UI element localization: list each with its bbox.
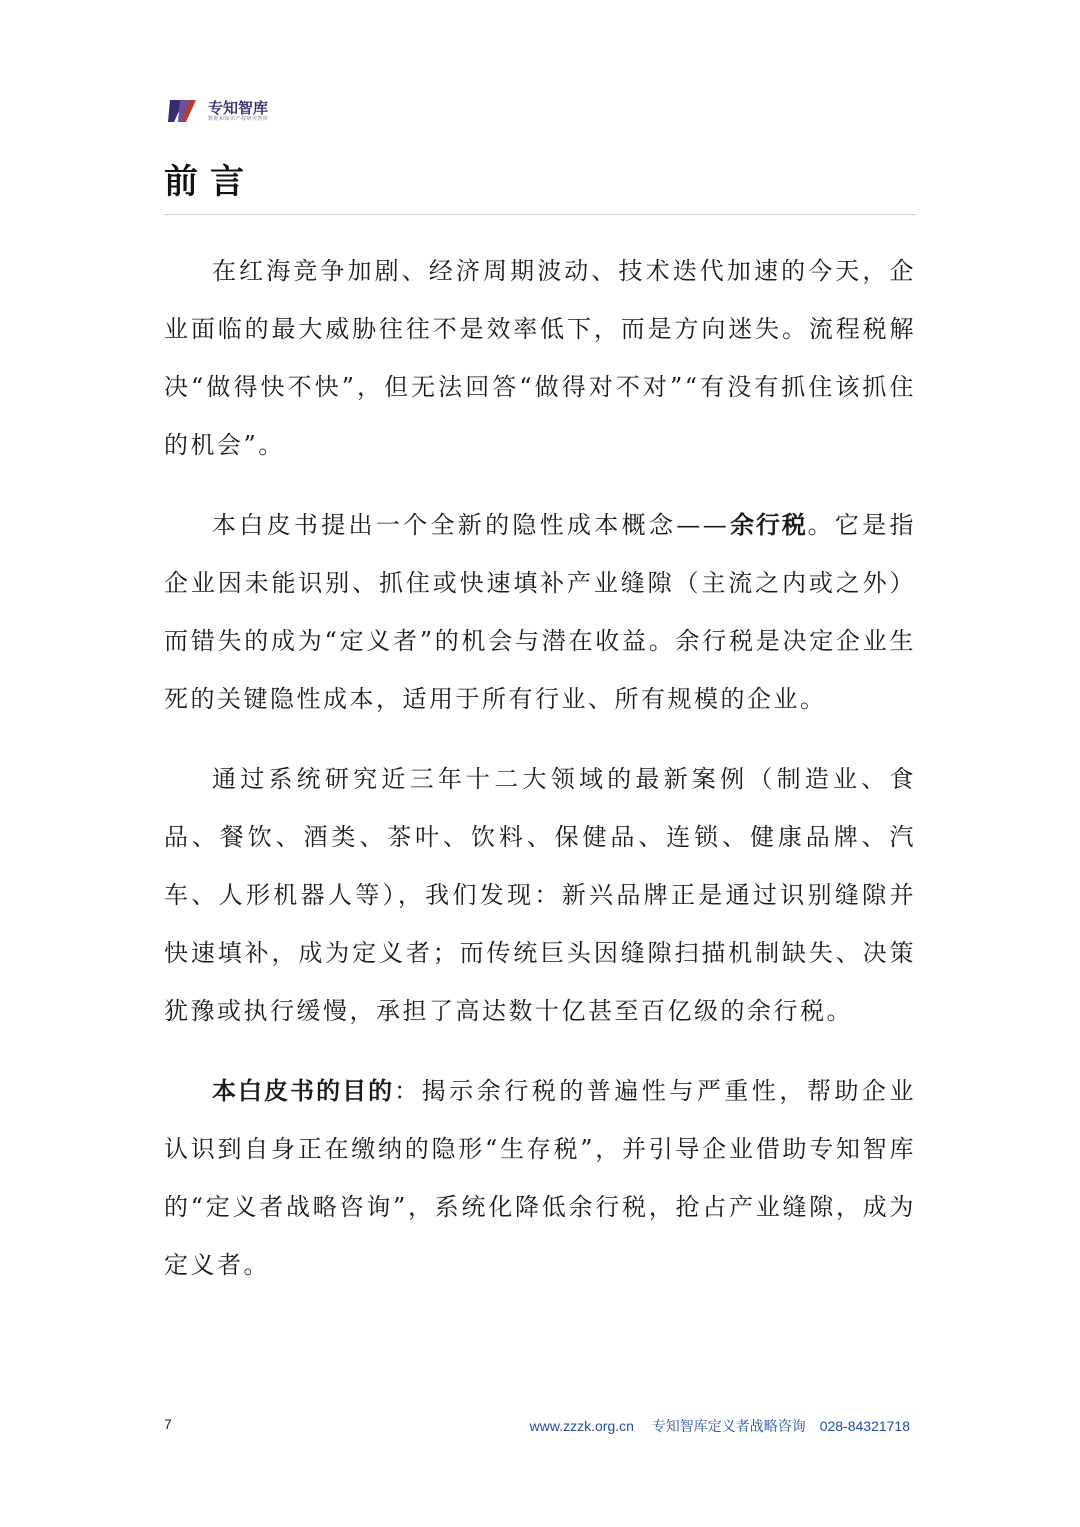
page-number: 7 (164, 1416, 172, 1432)
body-text (164, 242, 916, 1316)
footer-url-link[interactable]: www.zzzk.org.cn (529, 1418, 634, 1434)
footer-brand: 专知智库定义者战略咨询 (651, 1419, 806, 1435)
logo-name: 专知智库 (208, 98, 269, 117)
paragraph-1-text: 在红海竞争加剧、经济周期波动、技术迭代加速的今天，企业面临的最大威胁往往不是效率低下，而是方向迷失。流程税解决“做得快不快”，但无法回答“做得对不对”“有没有抓住该抓住的机会”。 (164, 257, 916, 459)
paragraph-3-text: 通过系统研究近三年十二大领域的最新案例（制造业、食品、餐饮、酒类、茶叶、饮料、保健品、连锁、健康品牌、汽车、人形机器人等），我们发现：新兴品牌正是通过识别缝隙并快速填补，成为定义者；而传统巨头因缝隙扫描机制缺失、决策犹豫或执行缓慢，承担了高达数十亿甚至百亿级的余行税。 (164, 765, 916, 1025)
paragraph-2-rest: 。它是指企业因未能识别、抓住或快速填补产业缝隙（主流之内或之外）而错失的成为“定义者”的机会与潜在收益。余行税是决定企业生死的关键隐性成本，适用于所有行业、所有规模的企业。 (164, 511, 916, 713)
purpose-heading: 本白皮书的目的 (212, 1077, 395, 1105)
logo-subtitle: 数据和知识产权研究智库 (208, 115, 269, 122)
page-footer (164, 1416, 910, 1438)
zzzk-logo-icon (168, 98, 202, 124)
paragraph-3 (164, 750, 916, 1040)
paragraph-2-lead: 本白皮书提出一个全新的隐性成本概念—— (212, 511, 730, 539)
paragraph-1 (164, 242, 916, 474)
paragraph-4 (164, 1062, 916, 1294)
paragraph-4-rest: ：揭示余行税的普遍性与严重性，帮助企业认识到自身正在缴纳的隐形“生存税”，并引导企业借助专知智库的“定义者战略咨询”，系统化降低余行税，抢占产业缝隙，成为定义者。 (164, 1077, 916, 1279)
term-yuxingshui: 余行税 (729, 511, 808, 539)
title-divider (164, 214, 916, 215)
page-title: 前言 (164, 162, 256, 202)
footer-contact (530, 1416, 910, 1436)
paragraph-2 (164, 496, 916, 728)
footer-phone: 028-84321718 (819, 1418, 910, 1434)
logo (168, 96, 269, 126)
